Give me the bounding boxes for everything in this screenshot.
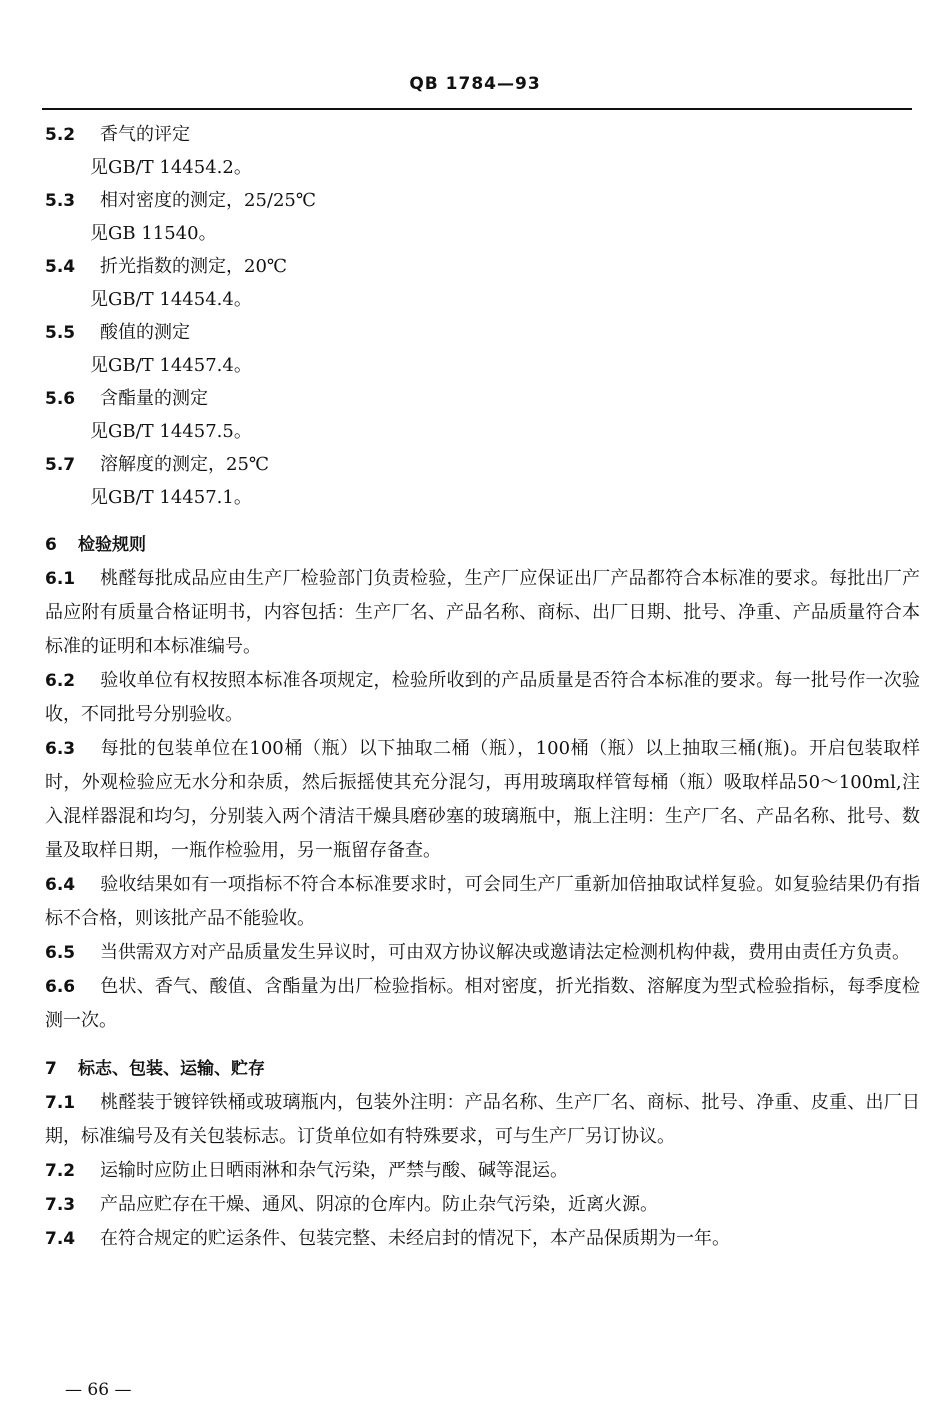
clause-number: 6.1 [45,569,76,589]
clause-text: 运输时应防止日晒雨淋和杂气污染，严禁与酸、碱等混运。 [100,1160,568,1181]
clause-text: 当供需双方对产品质量发生异议时，可由双方协议解决或邀请法定检测机构仲裁，费用由责任方负责。 [100,942,910,963]
clause-5-3 [45,184,920,250]
clause-5-2 [45,118,920,184]
clause-number: 7.4 [45,1229,76,1249]
clause-7-1 [45,1086,920,1154]
clause-reference: 见GB/T 14457.5。 [90,421,252,442]
clause-number: 7.3 [45,1195,76,1215]
clause-5-6 [45,382,920,448]
clause-number: 6.4 [45,875,76,895]
clause-7-2 [45,1154,920,1188]
clause-number: 6.6 [45,977,76,997]
clause-text: 验收单位有权按照本标准各项规定，检验所收到的产品质量是否符合本标准的要求。每一批号作一次验收，不同批号分别验收。 [45,670,920,725]
clause-title: 香气的评定 [100,124,190,145]
clause-title: 酸值的测定 [100,322,190,343]
clause-6-4 [45,868,920,936]
clause-text: 色状、香气、酸值、含酯量为出厂检验指标。相对密度，折光指数、溶解度为型式检验指标，每季度检测一次。 [45,976,920,1031]
clause-number: 5.7 [45,455,76,475]
clause-reference: 见GB 11540。 [90,223,217,244]
clause-reference: 见GB/T 14457.1。 [90,487,252,508]
clause-title: 折光指数的测定，20℃ [100,256,288,277]
clause-6-5 [45,936,920,970]
clause-title: 溶解度的测定，25℃ [100,454,270,475]
clause-number: 5.6 [45,389,76,409]
clause-7-4 [45,1222,920,1256]
clause-number: 6.5 [45,943,76,963]
clause-5-4 [45,250,920,316]
clause-number: 5.2 [45,125,76,145]
clause-text: 验收结果如有一项指标不符合本标准要求时，可会同生产厂重新加倍抽取试样复验。如复验结果仍有指标不合格，则该批产品不能验收。 [45,874,920,929]
clause-6-6 [45,970,920,1038]
clause-number: 6.3 [45,739,76,759]
section-7-heading [45,1052,920,1086]
clause-title: 含酯量的测定 [100,388,208,409]
section-5-list [45,118,920,514]
document-code: QB 1784—93 [409,74,541,94]
section-title: 检验规则 [78,535,146,555]
clause-reference: 见GB/T 14454.2。 [90,157,252,178]
clause-5-5 [45,316,920,382]
clause-reference: 见GB/T 14454.4。 [90,289,252,310]
clause-number: 7.2 [45,1161,76,1181]
clause-number: 7.1 [45,1093,76,1113]
page-number: — 66 — [65,1380,132,1400]
section-6-heading [45,528,920,562]
document-body [45,118,920,1256]
section-number: 7 [45,1059,57,1079]
clause-text: 每批的包装单位在100桶（瓶）以下抽取二桶（瓶），100桶（瓶）以上抽取三桶(瓶)。开启包装取样时，外观检验应无水分和杂质，然后振摇使其充分混匀，再用玻璃取样管每桶（瓶）吸取样品50～100ml,注入混样器混和均匀，分别装入两个清洁干燥具磨砂塞的玻璃瓶中，瓶上注明：生产厂名、产品名称、批号、数量及取样日期，一瓶作检验用，另一瓶留存备查。 [45,738,920,861]
clause-5-7 [45,448,920,514]
section-title: 标志、包装、运输、贮存 [78,1059,265,1079]
clause-text: 在符合规定的贮运条件、包装完整、未经启封的情况下，本产品保质期为一年。 [100,1228,730,1249]
section-number: 6 [45,535,57,555]
clause-7-3 [45,1188,920,1222]
clause-6-1 [45,562,920,664]
clause-6-2 [45,664,920,732]
clause-number: 5.4 [45,257,76,277]
header-rule [42,108,912,110]
clause-number: 5.3 [45,191,76,211]
clause-number: 5.5 [45,323,76,343]
clause-text: 产品应贮存在干燥、通风、阴凉的仓库内。防止杂气污染，近离火源。 [100,1194,658,1215]
clause-text: 桃醛装于镀锌铁桶或玻璃瓶内，包装外注明：产品名称、生产厂名、商标、批号、净重、皮重、出厂日期，标准编号及有关包装标志。订货单位如有特殊要求，可与生产厂另订协议。 [45,1092,920,1147]
clause-title: 相对密度的测定，25/25℃ [100,190,317,211]
clause-text: 桃醛每批成品应由生产厂检验部门负责检验，生产厂应保证出厂产品都符合本标准的要求。每批出厂产品应附有质量合格证明书，内容包括：生产厂名、产品名称、商标、出厂日期、批号、净重、产品质量符合本标准的证明和本标准编号。 [45,568,920,657]
clause-reference: 见GB/T 14457.4。 [90,355,252,376]
clause-number: 6.2 [45,671,76,691]
clause-6-3 [45,732,920,868]
